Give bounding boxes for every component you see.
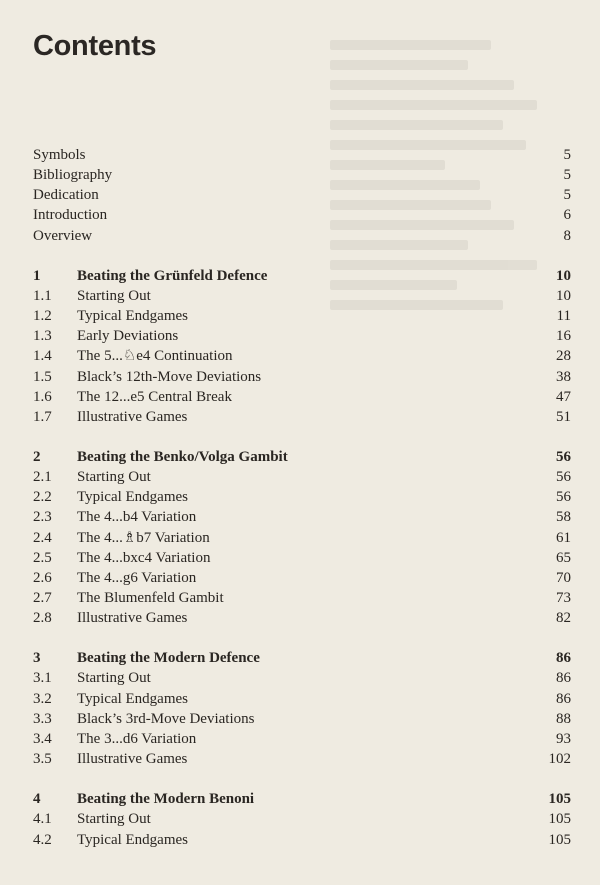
section-page: 105 <box>548 811 571 828</box>
chapter-title: Beating the Benko/Volga Gambit <box>77 448 288 465</box>
chapter-title: Beating the Grünfeld Defence <box>77 267 268 284</box>
toc-entry[interactable] <box>33 749 571 769</box>
chapter-page: 105 <box>548 791 571 808</box>
chapter-page: 86 <box>556 650 571 667</box>
chapter-number: 2 <box>33 448 41 465</box>
section-number: 4.2 <box>33 831 52 848</box>
entry-title: Overview <box>33 227 93 244</box>
entry-title: Introduction <box>33 207 108 224</box>
section-title: Illustrative Games <box>77 751 188 768</box>
toc-entry[interactable] <box>33 226 571 246</box>
section-page: 61 <box>556 529 571 546</box>
chapter-title: Beating the Modern Defence <box>77 650 260 667</box>
page-title: Contents <box>33 30 157 62</box>
toc-entry[interactable] <box>33 809 571 829</box>
section-page: 70 <box>556 569 571 586</box>
toc-entry[interactable] <box>33 668 571 688</box>
section-number: 1.2 <box>33 308 52 325</box>
section-title: Starting Out <box>77 469 151 486</box>
section-number: 2.6 <box>33 569 52 586</box>
section-title: Typical Endgames <box>77 831 188 848</box>
toc-entry[interactable] <box>33 205 571 225</box>
entry-title: Bibliography <box>33 167 113 184</box>
toc-entry[interactable] <box>33 729 571 749</box>
section-title: The 4...b4 Variation <box>77 509 197 526</box>
toc-entry[interactable] <box>33 467 571 487</box>
section-number: 1.6 <box>33 388 52 405</box>
entry-title: Dedication <box>33 187 99 204</box>
section-page: 86 <box>556 670 571 687</box>
section-page: 38 <box>556 368 571 385</box>
section-title: The 5...♘e4 Continuation <box>77 348 233 365</box>
section-title: Black’s 12th-Move Deviations <box>77 368 262 385</box>
entry-page: 5 <box>563 147 571 163</box>
section-title: Black’s 3rd-Move Deviations <box>77 710 255 727</box>
section-title: Illustrative Games <box>77 610 188 627</box>
section-title: The 4...♗b7 Variation <box>77 529 210 546</box>
section-number: 2.2 <box>33 489 52 506</box>
chapter-number: 3 <box>33 650 41 667</box>
section-number: 1.1 <box>33 287 52 304</box>
section-number: 1.5 <box>33 368 52 385</box>
toc-entry[interactable] <box>33 165 571 185</box>
section-title: Starting Out <box>77 811 151 828</box>
section-page: 73 <box>556 590 571 606</box>
section-number: 2.5 <box>33 549 52 566</box>
entry-page: 5 <box>563 167 571 184</box>
section-page: 88 <box>556 710 571 727</box>
toc-entry[interactable] <box>33 528 571 548</box>
section-page: 10 <box>556 287 571 304</box>
toc-entry[interactable] <box>33 830 571 850</box>
chapter-heading[interactable] <box>33 789 571 809</box>
section-number: 3.1 <box>33 670 52 687</box>
section-title: Typical Endgames <box>77 489 188 506</box>
chapter-heading[interactable] <box>33 266 571 286</box>
chapter-title: Beating the Modern Benoni <box>77 791 255 808</box>
section-number: 1.3 <box>33 328 52 345</box>
section-page: 47 <box>556 388 571 405</box>
entry-page: 6 <box>563 207 571 224</box>
chapter-heading[interactable] <box>33 648 571 668</box>
section-number: 2.3 <box>33 509 52 526</box>
section-page: 11 <box>556 308 571 325</box>
entry-page: 5 <box>563 187 571 204</box>
section-page: 56 <box>556 469 571 486</box>
toc-entry[interactable] <box>33 185 571 205</box>
toc-entry[interactable] <box>33 387 571 407</box>
section-number: 1.7 <box>33 408 52 425</box>
entry-page: 8 <box>563 227 571 244</box>
chapter-page: 10 <box>556 267 571 284</box>
toc-entry[interactable] <box>33 407 571 427</box>
section-page: 51 <box>556 408 571 425</box>
entry-title: Symbols <box>33 147 86 163</box>
toc-entry[interactable] <box>33 709 571 729</box>
chapter-heading[interactable] <box>33 447 571 467</box>
toc-entry[interactable] <box>33 507 571 527</box>
section-title: Typical Endgames <box>77 308 188 325</box>
section-page: 28 <box>556 348 571 365</box>
section-title: The 4...g6 Variation <box>77 569 197 586</box>
section-page: 82 <box>556 610 571 627</box>
section-page: 58 <box>556 509 571 526</box>
section-page: 105 <box>548 831 571 848</box>
section-number: 2.4 <box>33 529 52 546</box>
section-title: The 4...bxc4 Variation <box>77 549 211 566</box>
section-page: 65 <box>556 549 571 566</box>
toc-entry[interactable] <box>33 306 571 326</box>
toc-entry[interactable] <box>33 588 571 608</box>
chapter-number: 4 <box>33 791 41 808</box>
section-number: 2.8 <box>33 610 52 627</box>
chapter-page: 56 <box>556 448 571 465</box>
toc-entry[interactable] <box>33 367 571 387</box>
section-number: 3.4 <box>33 730 52 747</box>
toc-entry[interactable] <box>33 568 571 588</box>
section-number: 3.3 <box>33 710 52 727</box>
toc-entry[interactable] <box>33 548 571 568</box>
section-number: 3.2 <box>33 690 52 707</box>
section-title: The 12...e5 Central Break <box>77 388 232 405</box>
section-title: Starting Out <box>77 287 151 304</box>
section-title: Early Deviations <box>77 328 179 345</box>
section-number: 3.5 <box>33 751 52 768</box>
section-page: 56 <box>556 489 571 506</box>
chapter-number: 1 <box>33 267 41 284</box>
section-number: 2.7 <box>33 590 52 606</box>
section-page: 93 <box>556 730 571 747</box>
section-title: Starting Out <box>77 670 151 687</box>
toc-entry[interactable] <box>33 487 571 507</box>
section-number: 2.1 <box>33 469 52 486</box>
section-page: 16 <box>556 328 571 345</box>
toc-entry[interactable] <box>33 608 571 628</box>
toc-entry[interactable] <box>33 346 571 366</box>
section-title: The Blumenfeld Gambit <box>77 590 224 606</box>
section-page: 102 <box>548 751 571 768</box>
toc-entry[interactable] <box>33 145 571 165</box>
toc-entry[interactable] <box>33 689 571 709</box>
section-number: 1.4 <box>33 348 52 365</box>
section-title: The 3...d6 Variation <box>77 730 197 747</box>
section-title: Typical Endgames <box>77 690 188 707</box>
section-title: Illustrative Games <box>77 408 188 425</box>
section-number: 4.1 <box>33 811 52 828</box>
toc-entry[interactable] <box>33 286 571 306</box>
toc-entry[interactable] <box>33 326 571 346</box>
section-page: 86 <box>556 690 571 707</box>
